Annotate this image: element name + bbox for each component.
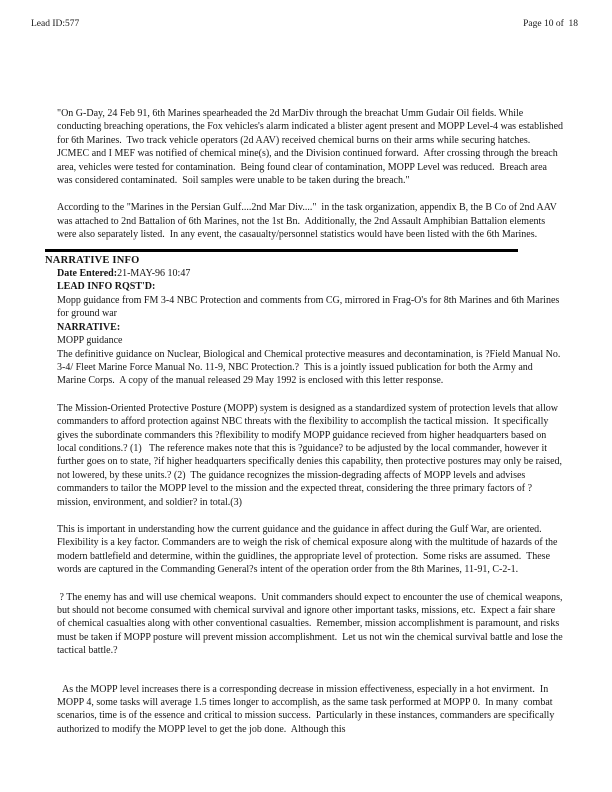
narrative-info-title: NARRATIVE INFO — [45, 254, 140, 266]
narrative-paragraph-3: The Mission-Oriented Protective Posture (MOPP) system is designed as a standardized system of protection levels that allow commanders to afford protection against NBC threats with the flexibility to accomplish the tactical mission. It specifically gives the subordinate commanders this ?flexibility to modify MOPP guidance recieved from higher headquarters based on local conditions.? (1) The reference makes note that this is ?guidance? to be adjusted by the local commander, however it further goes on to state, ?if higher headquarters specifically denies this capability, then protective postures may only be raised, not lowered, by these units.? (2) The guidance recognizes the mission-degrading affects of MOPP levels and advises commanders to tailor the MOPP level to the mission and the expected threat, considering the three primary factors of ?mission, environment, and soldier? in total.(3) — [57, 402, 565, 508]
narrative-paragraph-4: This is important in understanding how the current guidance and the guidance in affect during the Gulf War, are oriented. Flexibility is a key factor. Commanders are to weigh the risk of chemical exposure along with the multitude of hazards of the modern battlefield and determine, within the guidlines, the appropriate level of protection. Some risks are assumed. These words are captured in the Commanding General?s intent of the operation order from the 8th Marines, 11-91, C-2-1. — [57, 523, 560, 576]
quote-paragraph-1: "On G-Day, 24 Feb 91, 6th Marines spearheaded the 2d MarDiv through the breachat Umm Gudair Oil fields. While conducting breaching operations, the Fox vehicles's alarm indicated a blister agent present and MOPP Level-4 was established for 6th Marines. Two track vehicle operators (2d AAV) received chemical burns on their arms while securing hatches. JCMEC and I MEF was notified of chemical mine(s), and the Division continued forward. After crossing through the breach area, vehicles were tested for contamination. Being found clear of contamination, MOPP Level was reduced. Breach area was considered contaminated. Soil samples were unable to be taken during the breach." — [57, 108, 566, 187]
document-body — [45, 107, 568, 736]
narrative-paragraph-6: As the MOPP level increases there is a corresponding decrease in mission effectiveness, especially in a hot envirment. In MOPP 4, some tasks will average 1.5 times longer to accomplish, as the same task performed at MOPP 0. In many combat scenarios, time is of the essence and critical to mission success. Particularly in these instances, commanders are specifically authorized to modify the MOPP level to get the job done. Although this — [57, 683, 557, 735]
date-entered-value: 21-MAY-96 10:47 — [117, 268, 191, 280]
narrative-label: NARRATIVE: — [57, 321, 121, 333]
narrative-paragraph-2: The definitive guidance on Nuclear, Biological and Chemical protective measures and decontamination, is ?Field Manual No. 3-4/ Fleet Marine Force Manual No. 11-9, NBC Protection.? This is a jointly issued publication for both the Army and Marine Corps. A copy of the manual released 29 May 1992 is enclosed with this letter response. — [57, 348, 563, 387]
date-entered-line — [57, 267, 563, 280]
narrative-paragraph-5: ? The enemy has and will use chemical weapons. Unit commanders should expect to encounter the use of chemical weapons, but should not become consumed with chemical survival and ignore other important tasks, missions, etc. Expect a fair share of chemical casualties along with other conventional casualties. Remember, mission accomplishment is paramount, and risks must be taken if MOPP posture will prevent mission accomplishment. Let us not win the chemical survival battle and lose the tactical battle.? — [57, 591, 566, 657]
lead-id-label: Lead ID:577 — [31, 19, 80, 29]
section-divider-rule — [45, 249, 518, 252]
narrative-paragraph-1: MOPP guidance — [57, 335, 123, 347]
page-header — [31, 19, 578, 29]
quote-paragraph-2: According to the "Marines in the Persian Gulf....2nd Mar Div...." in the task organization, appendix B, the B Co of 2nd AAV was attached to 2nd Battalion of 6th Marines, not the 1st Bn. Additionally, the 2nd Assault Amphibian Battalion elements were also separately listed. In any event, the casaualty/personnel statistics would have been listed with the 6th Marines. — [57, 202, 560, 241]
page-number-label: Page 10 of 18 — [523, 19, 578, 29]
lead-info-request-text: Mopp guidance from FM 3-4 NBC Protection and comments from CG, mirrored in Frag-O's for 8th Marines and 6th Marines for ground war — [57, 294, 562, 320]
date-entered-label: Date Entered: — [57, 268, 118, 280]
lead-info-rqstd-label: LEAD INFO RQST'D: — [57, 281, 156, 293]
